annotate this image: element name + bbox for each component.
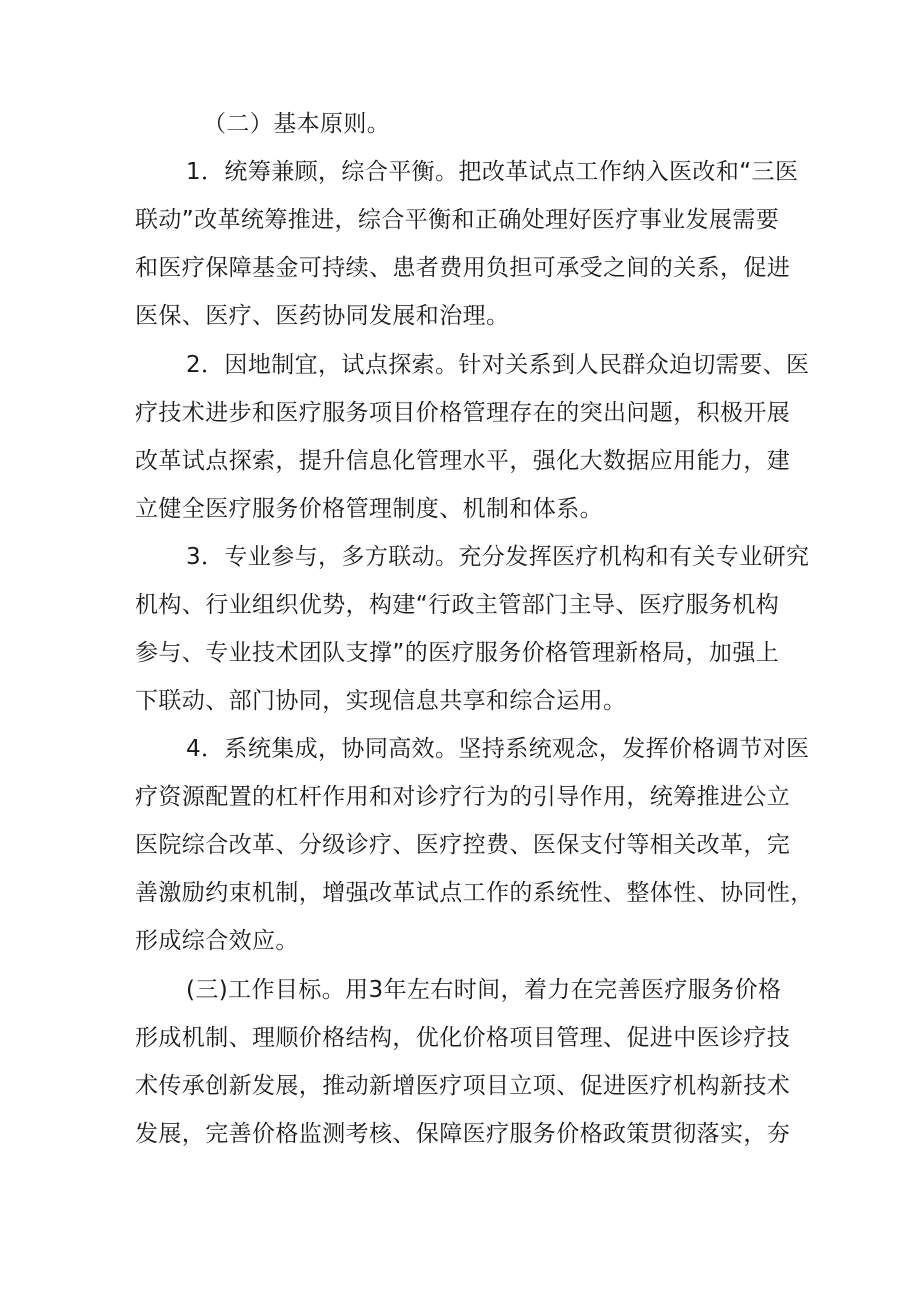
paragraph-2-line-2: 疗技术进步和医疗服务项目价格管理存在的突出问题，积极开展: [135, 400, 791, 426]
section-goals-line-2: 形成机制、理顺价格结构，优化价格项目管理、促进中医诊疗技: [135, 1025, 791, 1051]
paragraph-4-line-1: 4．系统集成，协同高效。坚持系统观念，发挥价格调节对医: [186, 736, 810, 762]
paragraph-1-line-1: 1．统筹兼顾，综合平衡。把改革试点工作纳入医改和“三医: [186, 159, 799, 185]
paragraph-4-line-4: 善激励约束机制，增强改革试点工作的系统性、整体性、协同性，: [135, 880, 814, 906]
paragraph-1-line-2: 联动”改革统筹推进，综合平衡和正确处理好医疗事业发展需要: [135, 207, 780, 233]
paragraph-4-line-3: 医院综合改革、分级诊疗、医疗控费、医保支付等相关改革，完: [135, 832, 791, 858]
paragraph-3-line-2: 机构、行业组织优势，构建“行政主管部门主导、医疗服务机构: [135, 592, 780, 618]
paragraph-2-line-4: 立健全医疗服务价格管理制度、机制和体系。: [135, 496, 603, 522]
section-goals-line-3: 术传承创新发展，推动新增医疗项目立项、促进医疗机构新技术: [135, 1073, 791, 1099]
section-goals-line-1: (三)工作目标。用3年左右时间，着力在完善医疗服务价格: [186, 977, 782, 1003]
paragraph-4-line-5: 形成综合效应。: [135, 928, 299, 954]
paragraph-2-line-3: 改革试点探索，提升信息化管理水平，强化大数据应用能力，建: [135, 448, 791, 474]
paragraph-2-line-1: 2．因地制宜，试点探索。针对关系到人民群众迫切需要、医: [186, 352, 810, 378]
paragraph-1-line-4: 医保、医疗、医药协同发展和治理。: [135, 303, 510, 329]
paragraph-3-line-3: 参与、专业技术团队支撑”的医疗服务价格管理新格局，加强上: [135, 640, 780, 666]
paragraph-4-line-2: 疗资源配置的杠杆作用和对诊疗行为的引导作用，统筹推进公立: [135, 784, 791, 810]
paragraph-1-line-3: 和医疗保障基金可持续、患者费用负担可承受之间的关系，促进: [135, 255, 791, 281]
section-heading-principles: （二）基本原则。: [203, 111, 391, 137]
paragraph-3-line-1: 3．专业参与，多方联动。充分发挥医疗机构和有关专业研究: [186, 544, 810, 570]
paragraph-3-line-4: 下联动、部门协同，实现信息共享和综合运用。: [135, 688, 627, 714]
section-goals-line-4: 发展，完善价格监测考核、保障医疗服务价格政策贯彻落实，夯: [135, 1121, 791, 1147]
